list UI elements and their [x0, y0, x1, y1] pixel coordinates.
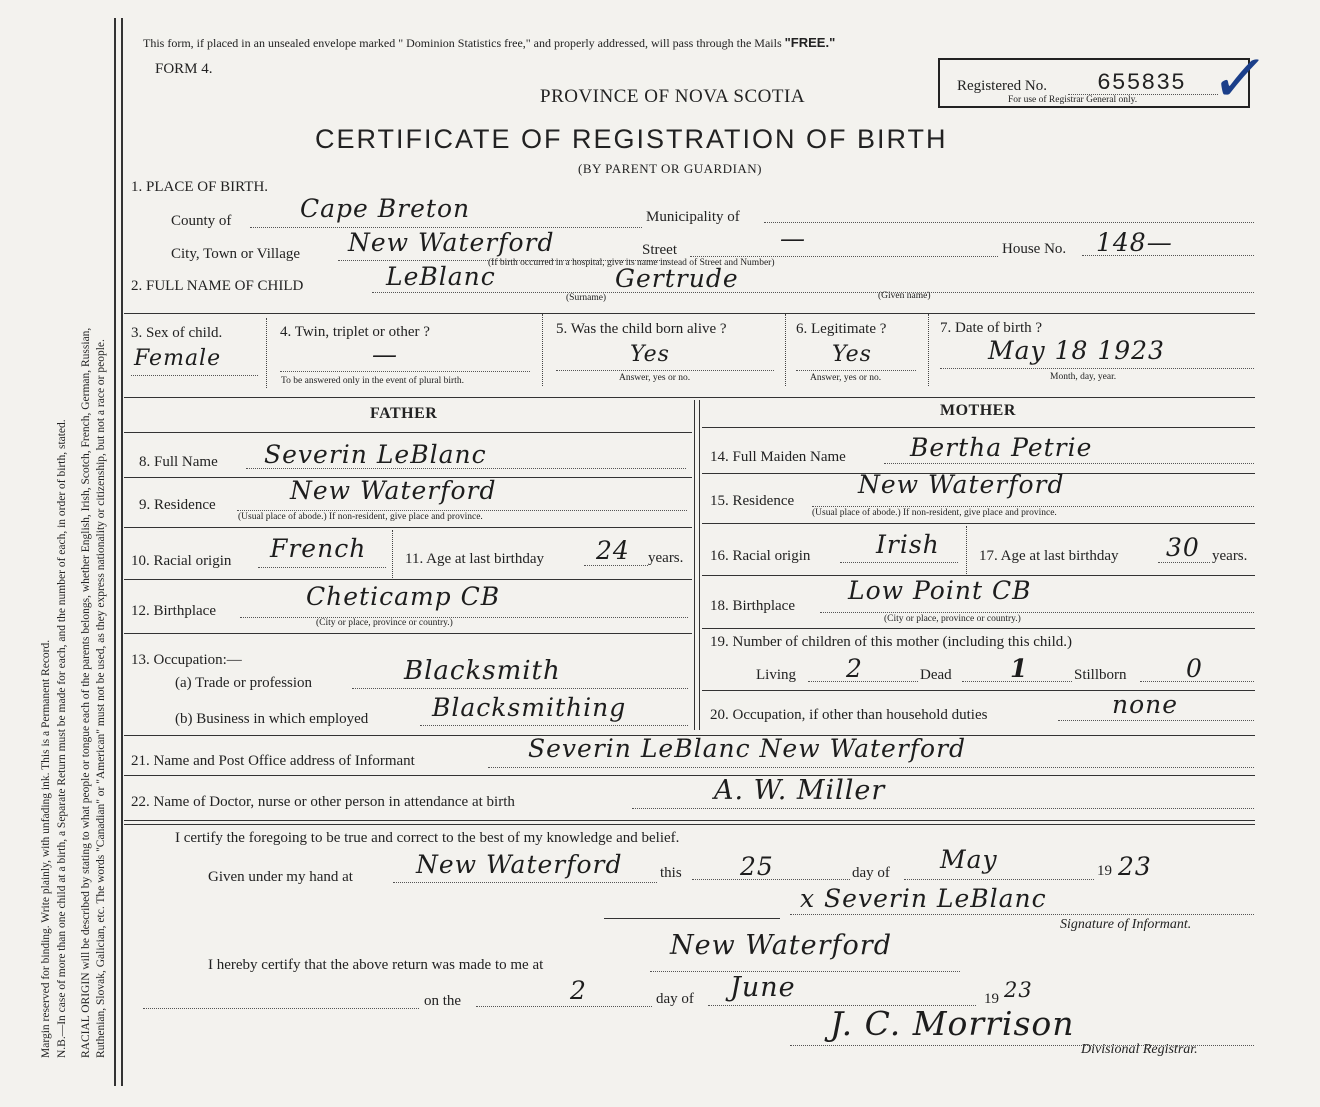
date-of-birth-note: Month, day, year.	[1050, 372, 1117, 382]
given-under-label: Given under my hand at	[208, 869, 353, 885]
doctor-top-rule	[124, 775, 1255, 776]
twin-line	[280, 371, 530, 372]
father-birthplace-value: Cheticamp CB	[306, 582, 501, 611]
mother-birthplace-line	[820, 612, 1254, 613]
sex-label: 3. Sex of child.	[131, 325, 223, 341]
living-label: Living	[756, 667, 796, 683]
father-business-line	[420, 725, 688, 726]
reg-day-of-label: day of	[656, 991, 694, 1007]
father-age-line	[584, 565, 648, 566]
form-number: FORM 4.	[155, 61, 213, 77]
county-value: Cape Breton	[300, 194, 471, 223]
mother-age-value: 30	[1166, 533, 1200, 562]
mother-residence-label: 15. Residence	[710, 493, 795, 509]
child-surname-value: LeBlanc	[386, 262, 496, 291]
registrar-note: For use of Registrar General only.	[1008, 95, 1138, 105]
twin-note: To be answered only in the event of plural birth.	[281, 376, 464, 386]
born-alive-line	[556, 370, 774, 371]
city-value: New Waterford	[348, 228, 555, 257]
informant-label: 21. Name and Post Office address of Informant	[131, 753, 415, 769]
house-number-value: 148—	[1096, 228, 1173, 257]
children-count-label: 19. Number of children of this mother (including this child.)	[710, 634, 1073, 650]
certification-rule-b	[124, 824, 1255, 825]
municipality-line	[764, 222, 1254, 223]
legitimate-value: Yes	[832, 342, 872, 367]
registrar-statement: I hereby certify that the above return was made to me at	[208, 957, 544, 973]
informant-line	[488, 767, 1254, 768]
month-line	[904, 879, 1094, 880]
signature-caption: Signature of Informant.	[1060, 917, 1192, 932]
father-residence-note: (Usual place of abode.) If non-resident, give place and province.	[238, 512, 483, 522]
father-birthplace-note: (City or place, province or country.)	[316, 618, 453, 628]
mother-residence-line	[812, 506, 1254, 507]
dead-value: 1	[1010, 654, 1029, 683]
mother-name-line	[884, 463, 1254, 464]
margin-note-multiple-births: N.B.—In case of more than one child at a birth, a Separate Return must be made for each, and the number of each, in order of birth, stated.	[56, 419, 68, 1058]
doctor-label: 22. Name of Doctor, nurse or other person in attendance at birth	[131, 794, 515, 810]
surname-caption: (Surname)	[566, 293, 607, 303]
reg-month-value: June	[730, 972, 796, 1003]
father-trade-label: (a) Trade or profession	[175, 675, 313, 691]
margin-note-racial-origin-2: Ruthenian, Slovak, Galician, etc. The words "Canadian" or "American" must not be used, as they express nationality or citizenship, but not a race or people.	[95, 339, 107, 1058]
mail-note-text: This form, if placed in an unsealed envelope marked " Dominion Statistics free," and properly addressed, will pass through the Mails	[143, 36, 782, 50]
mail-free-label: "FREE."	[784, 35, 836, 50]
father-residence-value: New Waterford	[290, 476, 497, 505]
doctor-line	[632, 808, 1254, 809]
sex-line	[131, 375, 258, 376]
certificate-title: CERTIFICATE OF REGISTRATION OF BIRTH	[315, 124, 948, 154]
left-border-outer	[114, 18, 116, 1086]
father-occupation-label: 13. Occupation:—	[131, 652, 242, 668]
street-label: Street	[642, 242, 677, 258]
living-line	[808, 681, 918, 682]
child-name-line	[372, 292, 1254, 293]
father-business-value: Blacksmithing	[432, 693, 627, 722]
year-value: 23	[1118, 852, 1152, 881]
county-label: County of	[171, 213, 232, 229]
province-heading: PROVINCE OF NOVA SCOTIA	[540, 86, 806, 107]
on-the-label: on the	[424, 993, 462, 1009]
col-divider-1	[266, 318, 267, 388]
street-value: —	[780, 224, 806, 253]
municipality-label: Municipality of	[646, 209, 740, 225]
month-value: May	[940, 845, 998, 874]
father-residence-line	[237, 510, 687, 511]
child-name-label: 2. FULL NAME OF CHILD	[131, 278, 304, 294]
father-name-value: Severin LeBlanc	[264, 440, 487, 469]
mother-occupation-label: 20. Occupation, if other than household duties	[710, 707, 988, 723]
left-border-inner	[121, 18, 123, 1086]
father-row-rule-1	[124, 432, 692, 433]
doctor-value: A. W. Miller	[714, 775, 886, 806]
reg-year-value: 23	[1004, 978, 1033, 1002]
reg-day-value: 2	[570, 976, 587, 1005]
mother-birthplace-note: (City or place, province or country.)	[884, 614, 1021, 624]
mother-racial-origin-value: Irish	[876, 530, 940, 559]
father-years-label: years.	[648, 550, 684, 566]
street-line	[690, 256, 998, 257]
father-age-label: 11. Age at last birthday	[405, 551, 544, 567]
year-prefix: 19	[1097, 863, 1112, 879]
row-3-top-rule	[124, 313, 1255, 314]
given-place-value: New Waterford	[416, 850, 623, 879]
mother-row-rule-3	[702, 523, 1255, 524]
registrar-signature: J. C. Morrison	[830, 1004, 1075, 1043]
col-divider-4	[928, 314, 929, 386]
date-of-birth-label: 7. Date of birth ?	[940, 320, 1043, 336]
mother-racial-age-divider	[966, 526, 967, 574]
twin-label: 4. Twin, triplet or other ?	[280, 324, 430, 340]
mother-age-label: 17. Age at last birthday	[979, 548, 1119, 564]
mother-name-label: 14. Full Maiden Name	[710, 449, 846, 465]
born-alive-note: Answer, yes or no.	[619, 373, 691, 383]
mother-years-label: years.	[1212, 548, 1248, 564]
checkmark-icon: ✓	[1206, 40, 1273, 117]
father-row-rule-3	[124, 527, 692, 528]
stillborn-label: Stillborn	[1074, 667, 1127, 683]
registered-label: Registered No.	[957, 78, 1047, 94]
mother-heading: MOTHER	[940, 402, 1016, 419]
father-heading: FATHER	[370, 405, 438, 422]
given-place-line	[393, 882, 657, 883]
parents-center-divider-b	[699, 400, 700, 730]
col-divider-2	[542, 314, 543, 386]
father-racial-age-divider	[392, 530, 393, 578]
registrar-place-value: New Waterford	[670, 930, 892, 961]
margin-note-racial-origin-1: RACIAL ORIGIN will be described by stating to what people or tongue each of the parents belongs, whether English, Irish, Scotch, French, German, Russian,	[80, 327, 92, 1058]
certification-rule-a	[124, 820, 1255, 821]
born-alive-value: Yes	[630, 342, 670, 367]
father-racial-origin-value: French	[270, 534, 367, 563]
certify-statement: I certify the foregoing to be true and correct to the best of my knowledge and belief.	[175, 830, 680, 846]
legitimate-note: Answer, yes or no.	[810, 373, 882, 383]
mother-residence-note: (Usual place of abode.) If non-resident, give place and province.	[812, 508, 1057, 518]
twin-value: —	[372, 340, 398, 369]
living-value: 2	[846, 654, 863, 683]
father-business-label: (b) Business in which employed	[175, 711, 369, 727]
registered-value: 655835	[1097, 70, 1186, 96]
mother-occupation-value: none	[1112, 690, 1179, 719]
sex-value: Female	[134, 346, 222, 371]
father-trade-line	[352, 688, 688, 689]
mother-row-rule-5	[702, 628, 1255, 629]
reg-day-line	[476, 1006, 652, 1007]
certificate-subtitle: (BY PARENT OR GUARDIAN)	[578, 161, 763, 176]
father-racial-origin-line	[258, 567, 386, 568]
reg-year-prefix: 19	[984, 991, 999, 1007]
mother-age-line	[1158, 562, 1210, 563]
this-label: this	[660, 865, 682, 881]
registrar-caption: Divisional Registrar.	[1081, 1042, 1198, 1057]
day-of-label: day of	[852, 865, 890, 881]
house-number-label: House No.	[1002, 241, 1067, 257]
given-name-caption: (Given name)	[878, 291, 931, 301]
city-label: City, Town or Village	[171, 246, 301, 262]
place-of-birth-heading: 1. PLACE OF BIRTH.	[131, 179, 269, 195]
father-birthplace-label: 12. Birthplace	[131, 603, 216, 619]
legitimate-label: 6. Legitimate ?	[796, 321, 887, 337]
hospital-note: (If birth occurred in a hospital, give its name instead of Street and Number)	[488, 258, 775, 268]
mother-row-rule-1	[702, 427, 1255, 428]
stillborn-value: 0	[1186, 654, 1203, 683]
mother-birthplace-value: Low Point CB	[848, 576, 1032, 605]
informant-value: Severin LeBlanc New Waterford	[528, 734, 967, 763]
mother-racial-origin-line	[840, 562, 958, 563]
father-age-value: 24	[596, 536, 630, 565]
father-racial-origin-label: 10. Racial origin	[131, 553, 232, 569]
signature-line-left	[604, 918, 780, 919]
father-trade-value: Blacksmith	[404, 656, 561, 686]
parents-top-rule	[124, 397, 1255, 398]
date-of-birth-value: May 18 1923	[988, 336, 1165, 365]
registrar-place-line	[650, 971, 960, 972]
informant-signature: x Severin LeBlanc	[800, 884, 1047, 913]
father-row-rule-5	[124, 633, 692, 634]
informant-signature-line	[790, 914, 1254, 915]
father-name-label: 8. Full Name	[139, 454, 218, 470]
legitimate-line	[796, 370, 916, 371]
mother-occupation-line	[1058, 720, 1254, 721]
mother-residence-value: New Waterford	[858, 470, 1065, 499]
mother-birthplace-label: 18. Birthplace	[710, 598, 795, 614]
born-alive-label: 5. Was the child born alive ?	[556, 321, 727, 337]
child-given-name-value: Gertrude	[615, 264, 739, 293]
dead-label: Dead	[920, 667, 952, 683]
father-birthplace-line	[240, 617, 688, 618]
parents-center-divider-a	[694, 400, 695, 730]
margin-note-binding: Margin reserved for binding. Write plainly, with unfading ink. This is a Permanent Record.	[40, 639, 52, 1058]
day-value: 25	[740, 852, 774, 881]
father-residence-label: 9. Residence	[139, 497, 216, 513]
mail-note	[143, 35, 835, 51]
col-divider-3	[785, 314, 786, 386]
mother-racial-origin-label: 16. Racial origin	[710, 548, 811, 564]
father-row-rule-4	[124, 579, 692, 580]
date-of-birth-line	[940, 368, 1254, 369]
on-the-leading-line	[143, 1008, 419, 1009]
mother-name-value: Bertha Petrie	[910, 433, 1093, 462]
